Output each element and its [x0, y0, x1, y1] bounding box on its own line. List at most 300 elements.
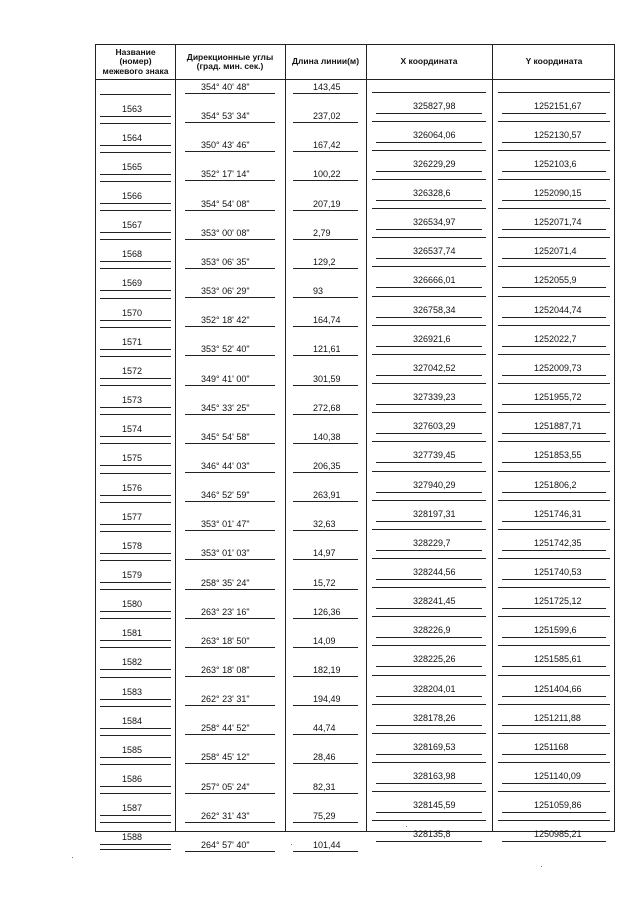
- row-line: [293, 472, 358, 473]
- row-line: [185, 180, 275, 181]
- row-line: [376, 258, 482, 259]
- row-line: [498, 471, 610, 472]
- row-line: [100, 94, 171, 95]
- point-name: 1583: [122, 686, 143, 697]
- y-coordinate: 1251806,2: [534, 479, 577, 490]
- line-length: 32,63: [313, 519, 336, 530]
- point-name: 1578: [122, 540, 143, 551]
- x-coordinate: 328244,56: [413, 566, 456, 577]
- row-line: [293, 705, 358, 706]
- y-coordinate: 1251725,12: [534, 596, 582, 607]
- row-line: [502, 171, 606, 172]
- row-line: [100, 844, 171, 845]
- y-coordinate: 1252071,4: [534, 246, 577, 257]
- row-line: [376, 841, 482, 842]
- row-line: [372, 616, 486, 617]
- line-length: 164,74: [313, 315, 341, 326]
- x-coordinate: 327603,29: [413, 421, 456, 432]
- row-line: [185, 589, 275, 590]
- x-coordinate: 326064,06: [413, 129, 456, 140]
- row-line: [502, 783, 606, 784]
- row-line: [372, 354, 486, 355]
- row-line: [100, 298, 171, 299]
- line-length: 263,91: [313, 490, 341, 501]
- row-line: [185, 530, 275, 531]
- row-line: [376, 229, 482, 230]
- y-coordinate: 1251140,09: [534, 771, 581, 782]
- header-x-coordinate: X координата: [400, 56, 458, 67]
- row-line: [100, 123, 171, 124]
- y-coordinate: 1251740,53: [534, 566, 582, 577]
- row-line: [185, 501, 275, 502]
- y-coordinate: 1252044,74: [534, 304, 582, 315]
- direction-angle: 258° 45' 12": [201, 752, 250, 763]
- row-line: [185, 326, 275, 327]
- scan-speck: [72, 857, 73, 858]
- direction-angle: 258° 44' 52": [201, 723, 250, 734]
- line-length: 301,59: [313, 373, 341, 384]
- row-line: [376, 754, 482, 755]
- row-line: [100, 210, 171, 211]
- point-name: 1567: [122, 220, 143, 231]
- y-coordinate: 1252009,73: [534, 362, 582, 373]
- point-name: 1586: [122, 774, 143, 785]
- row-line: [293, 647, 358, 648]
- row-line: [293, 822, 358, 823]
- row-line: [376, 287, 482, 288]
- row-line: [100, 436, 171, 437]
- row-line: [376, 113, 482, 114]
- row-line: [498, 383, 610, 384]
- row-line: [376, 346, 482, 347]
- x-coordinate: 327739,45: [413, 450, 456, 461]
- y-coordinate: 1251168: [534, 741, 569, 752]
- row-line: [100, 145, 171, 146]
- row-line: [498, 704, 610, 705]
- y-coordinate: 1251887,71: [534, 421, 582, 432]
- row-line: [185, 355, 275, 356]
- row-line: [498, 675, 610, 676]
- row-line: [376, 783, 482, 784]
- x-coordinate: 328145,59: [413, 800, 456, 811]
- row-line: [502, 287, 606, 288]
- row-line: [498, 208, 610, 209]
- line-length: 28,46: [313, 752, 336, 763]
- row-line: [293, 501, 358, 502]
- row-line: [498, 325, 610, 326]
- row-line: [100, 757, 171, 758]
- direction-angle: 354° 53' 34": [201, 111, 250, 122]
- row-line: [502, 229, 606, 230]
- row-line: [372, 296, 486, 297]
- row-line: [502, 550, 606, 551]
- row-line: [502, 608, 606, 609]
- row-line: [293, 676, 358, 677]
- row-line: [100, 327, 171, 328]
- point-name: 1576: [122, 482, 143, 493]
- row-line: [293, 443, 358, 444]
- row-line: [293, 210, 358, 211]
- row-line: [293, 589, 358, 590]
- y-coordinate: 1252055,9: [534, 275, 577, 286]
- row-line: [185, 151, 275, 152]
- row-line: [185, 268, 275, 269]
- point-name: 1574: [122, 424, 143, 435]
- x-coordinate: 326229,29: [413, 158, 456, 169]
- row-line: [376, 550, 482, 551]
- y-coordinate: 1252071,74: [534, 217, 582, 228]
- line-length: 126,36: [313, 606, 341, 617]
- y-coordinate: 1251585,61: [534, 654, 582, 665]
- row-line: [100, 815, 171, 816]
- x-coordinate: 326328,6: [413, 188, 451, 199]
- x-coordinate: 328178,26: [413, 712, 456, 723]
- row-line: [185, 297, 275, 298]
- row-line: [100, 560, 171, 561]
- row-line: [376, 433, 482, 434]
- row-line: [498, 733, 610, 734]
- row-line: [293, 414, 358, 415]
- row-line: [293, 122, 358, 123]
- row-line: [502, 113, 606, 114]
- row-line: [372, 762, 486, 763]
- point-name: 1579: [122, 569, 143, 580]
- direction-angle: 263° 23' 16": [201, 606, 250, 617]
- row-line: [100, 669, 171, 670]
- row-line: [185, 239, 275, 240]
- row-line: [100, 793, 171, 794]
- line-length: 93: [313, 286, 324, 297]
- row-line: [185, 414, 275, 415]
- row-line: [498, 558, 610, 559]
- row-line: [100, 414, 171, 415]
- row-line: [100, 647, 171, 648]
- row-line: [100, 443, 171, 444]
- row-line: [293, 268, 358, 269]
- row-line: [100, 407, 171, 408]
- line-length: 129,2: [313, 256, 336, 267]
- row-line: [372, 704, 486, 705]
- x-coordinate: 326537,74: [413, 246, 456, 257]
- line-length: 15,72: [313, 577, 336, 588]
- column-divider: [175, 45, 176, 831]
- row-line: [185, 559, 275, 560]
- row-line: [100, 152, 171, 153]
- scan-speck: [291, 844, 292, 845]
- row-line: [498, 150, 610, 151]
- y-coordinate: 1252090,15: [534, 188, 582, 199]
- row-line: [372, 733, 486, 734]
- row-line: [185, 472, 275, 473]
- row-line: [376, 521, 482, 522]
- row-line: [372, 412, 486, 413]
- line-length: 14,09: [313, 635, 336, 646]
- line-length: 194,49: [313, 694, 341, 705]
- direction-angle: 353° 06' 29": [201, 286, 250, 297]
- coordinates-table: [95, 44, 615, 850]
- point-name: 1566: [122, 191, 143, 202]
- row-line: [100, 356, 171, 357]
- x-coordinate: 328163,98: [413, 771, 456, 782]
- row-line: [100, 524, 171, 525]
- row-line: [372, 645, 486, 646]
- point-name: 1588: [122, 832, 143, 843]
- scan-speck: [406, 826, 407, 827]
- row-line: [498, 587, 610, 588]
- x-coordinate: 328204,01: [413, 683, 456, 694]
- row-line: [100, 378, 171, 379]
- row-line: [372, 179, 486, 180]
- row-line: [498, 121, 610, 122]
- row-line: [498, 820, 610, 821]
- row-line: [376, 317, 482, 318]
- row-line: [185, 763, 275, 764]
- row-line: [372, 500, 486, 501]
- row-line: [372, 150, 486, 151]
- row-line: [376, 579, 482, 580]
- x-coordinate: 326921,6: [413, 333, 451, 344]
- row-line: [502, 462, 606, 463]
- point-name: 1570: [122, 307, 143, 318]
- row-line: [498, 441, 610, 442]
- line-length: 121,61: [313, 344, 341, 355]
- row-line: [372, 441, 486, 442]
- row-line: [372, 820, 486, 821]
- direction-angle: 264° 57' 40": [201, 839, 250, 850]
- row-line: [100, 502, 171, 503]
- row-line: [372, 558, 486, 559]
- direction-angle: 345° 33' 25": [201, 402, 250, 413]
- y-coordinate: 1252103,6: [534, 158, 577, 169]
- row-line: [293, 734, 358, 735]
- direction-angle: 257° 05' 24": [201, 781, 250, 792]
- row-line: [100, 232, 171, 233]
- point-name: 1585: [122, 744, 143, 755]
- row-line: [100, 735, 171, 736]
- y-coordinate: 1251955,72: [534, 392, 582, 403]
- x-coordinate: 328226,9: [413, 625, 451, 636]
- x-coordinate: 328225,26: [413, 654, 456, 665]
- x-coordinate: 325827,98: [413, 100, 456, 111]
- line-length: 140,38: [313, 431, 341, 442]
- header-line-length: Длина линии(м): [291, 56, 360, 67]
- row-line: [372, 587, 486, 588]
- row-line: [293, 559, 358, 560]
- direction-angle: 352° 17' 14": [201, 169, 250, 180]
- row-line: [100, 268, 171, 269]
- row-line: [100, 174, 171, 175]
- direction-angle: 263° 18' 08": [201, 665, 250, 675]
- row-line: [376, 608, 482, 609]
- row-line: [498, 616, 610, 617]
- row-line: [498, 354, 610, 355]
- row-line: [502, 812, 606, 813]
- point-name: 1575: [122, 453, 143, 464]
- row-line: [498, 92, 610, 93]
- header-y-coordinate: Y координата: [525, 56, 583, 67]
- row-line: [372, 383, 486, 384]
- row-line: [502, 754, 606, 755]
- row-line: [376, 200, 482, 201]
- x-coordinate: 328169,53: [413, 741, 456, 752]
- point-name: 1577: [122, 511, 143, 522]
- row-line: [185, 647, 275, 648]
- row-line: [100, 465, 171, 466]
- row-line: [100, 677, 171, 678]
- y-coordinate: 1251059,86: [534, 800, 582, 811]
- row-line: [100, 589, 171, 590]
- row-line: [376, 637, 482, 638]
- line-length: 2,79: [313, 227, 331, 238]
- row-line: [185, 705, 275, 706]
- row-line: [185, 618, 275, 619]
- row-line: [293, 851, 358, 852]
- row-line: [372, 529, 486, 530]
- direction-angle: 352° 18' 42": [201, 315, 250, 326]
- x-coordinate: 327339,23: [413, 392, 456, 403]
- point-name: 1573: [122, 395, 143, 406]
- row-line: [502, 841, 606, 842]
- row-line: [502, 142, 606, 143]
- point-name: 1568: [122, 249, 143, 260]
- direction-angle: 349° 41' 00": [201, 373, 250, 384]
- row-line: [293, 355, 358, 356]
- row-line: [376, 142, 482, 143]
- row-line: [100, 531, 171, 532]
- row-line: [293, 297, 358, 298]
- row-line: [293, 326, 358, 327]
- row-line: [376, 666, 482, 667]
- row-line: [502, 725, 606, 726]
- point-name: 1584: [122, 715, 143, 726]
- row-line: [502, 666, 606, 667]
- row-line: [293, 239, 358, 240]
- direction-angle: 346° 52' 59": [201, 490, 250, 501]
- row-line: [498, 529, 610, 530]
- row-line: [498, 645, 610, 646]
- row-line: [376, 725, 482, 726]
- point-name: 1563: [122, 103, 143, 114]
- y-coordinate: 1251211,88: [534, 712, 581, 723]
- row-line: [100, 385, 171, 386]
- row-line: [498, 500, 610, 501]
- row-line: [185, 93, 275, 94]
- row-line: [376, 696, 482, 697]
- row-line: [372, 471, 486, 472]
- header-point-name: Название (номер) межевого знака: [102, 46, 169, 76]
- row-line: [372, 92, 486, 93]
- row-line: [100, 640, 171, 641]
- line-length: 167,42: [313, 140, 341, 151]
- row-line: [293, 530, 358, 531]
- y-coordinate: 1251853,55: [534, 450, 582, 461]
- line-length: 237,02: [313, 111, 341, 122]
- row-line: [293, 385, 358, 386]
- line-length: 272,68: [313, 402, 341, 413]
- x-coordinate: 328229,7: [413, 537, 451, 548]
- direction-angle: 353° 06' 35": [201, 256, 250, 267]
- point-name: 1582: [122, 657, 143, 668]
- header-direction-angle: Дирекционные углы (град. мин. сек.): [186, 51, 274, 71]
- row-line: [185, 822, 275, 823]
- row-line: [100, 786, 171, 787]
- direction-angle: 345° 54' 58": [201, 431, 250, 442]
- row-line: [100, 699, 171, 700]
- row-line: [502, 637, 606, 638]
- row-line: [185, 385, 275, 386]
- line-length: 101,44: [313, 839, 341, 850]
- row-line: [100, 706, 171, 707]
- row-line: [498, 296, 610, 297]
- row-line: [100, 261, 171, 262]
- row-line: [502, 346, 606, 347]
- y-coordinate: 1251742,35: [534, 537, 582, 548]
- line-length: 182,19: [313, 665, 341, 675]
- row-line: [376, 492, 482, 493]
- row-line: [498, 266, 610, 267]
- row-line: [502, 696, 606, 697]
- row-line: [502, 258, 606, 259]
- row-line: [502, 200, 606, 201]
- direction-angle: 262° 31' 43": [201, 810, 250, 821]
- line-length: 207,19: [313, 198, 341, 209]
- row-line: [185, 210, 275, 211]
- row-line: [100, 290, 171, 291]
- row-line: [502, 404, 606, 405]
- y-coordinate: 1251599,6: [534, 625, 577, 636]
- row-line: [293, 618, 358, 619]
- line-length: 100,22: [313, 169, 341, 180]
- row-line: [293, 793, 358, 794]
- row-line: [100, 553, 171, 554]
- x-coordinate: 328241,45: [413, 596, 456, 607]
- point-name: 1569: [122, 278, 143, 289]
- direction-angle: 353° 01' 03": [201, 548, 250, 559]
- x-coordinate: 327940,29: [413, 479, 456, 490]
- column-divider: [492, 45, 493, 831]
- direction-angle: 346° 44' 03": [201, 460, 250, 471]
- row-line: [293, 180, 358, 181]
- point-name: 1571: [122, 336, 143, 347]
- line-length: 75,29: [313, 810, 336, 821]
- row-line: [100, 618, 171, 619]
- row-line: [372, 266, 486, 267]
- line-length: 206,35: [313, 460, 341, 471]
- row-line: [502, 579, 606, 580]
- point-name: 1564: [122, 132, 143, 143]
- y-coordinate: 1251746,31: [534, 508, 582, 519]
- row-line: [100, 495, 171, 496]
- row-line: [100, 239, 171, 240]
- row-line: [502, 317, 606, 318]
- y-coordinate: 1252022,7: [534, 333, 577, 344]
- x-coordinate: 326534,97: [413, 217, 456, 228]
- y-coordinate: 1251404,66: [534, 683, 582, 694]
- row-line: [502, 492, 606, 493]
- direction-angle: 353° 00' 08": [201, 227, 250, 238]
- row-line: [372, 791, 486, 792]
- row-line: [100, 764, 171, 765]
- x-coordinate: 326758,34: [413, 304, 456, 315]
- row-line: [498, 179, 610, 180]
- direction-angle: 353° 52' 40": [201, 344, 250, 355]
- row-line: [100, 728, 171, 729]
- y-coordinate: 1250985,21: [534, 829, 582, 840]
- point-name: 1581: [122, 628, 143, 639]
- row-line: [293, 763, 358, 764]
- row-line: [100, 203, 171, 204]
- x-coordinate: 327042,52: [413, 362, 456, 373]
